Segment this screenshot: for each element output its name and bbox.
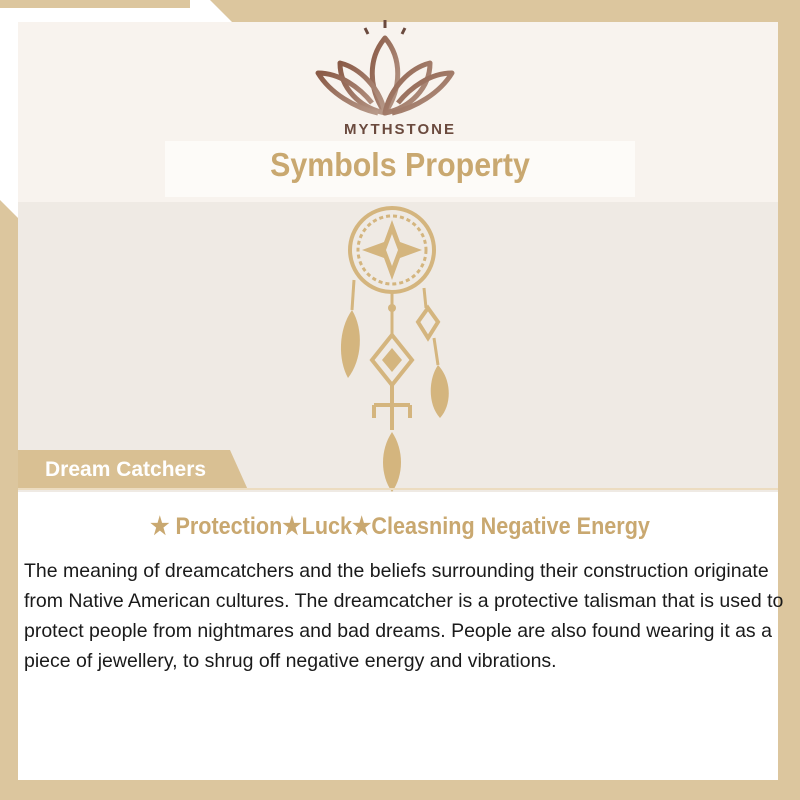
dream-catcher-icon xyxy=(330,200,470,500)
frame-bottom xyxy=(0,780,800,800)
frame-top-right xyxy=(210,0,800,22)
frame-left xyxy=(0,200,18,800)
frame-top-left xyxy=(0,0,190,8)
frame-right xyxy=(778,0,800,800)
page-title: Symbols Property xyxy=(270,146,530,183)
divider xyxy=(18,488,778,490)
brand-name: MYTHSTONE xyxy=(344,121,456,138)
description-text: The meaning of dreamcatchers and the beliefs surrounding their construction originate from Native American cultures. The dreamcatcher is a protective talisman that is used to protect people from nightmares and bad dreams. People are also found wearing it as a piece of jewellery, to shrug off negative energy and vibrations. xyxy=(24,560,784,672)
lotus-icon xyxy=(310,18,460,118)
section-tag-label: Dream Catchers xyxy=(45,458,207,481)
properties-line: ★ Protection★Luck★Cleasning Negative Energy xyxy=(150,513,650,540)
